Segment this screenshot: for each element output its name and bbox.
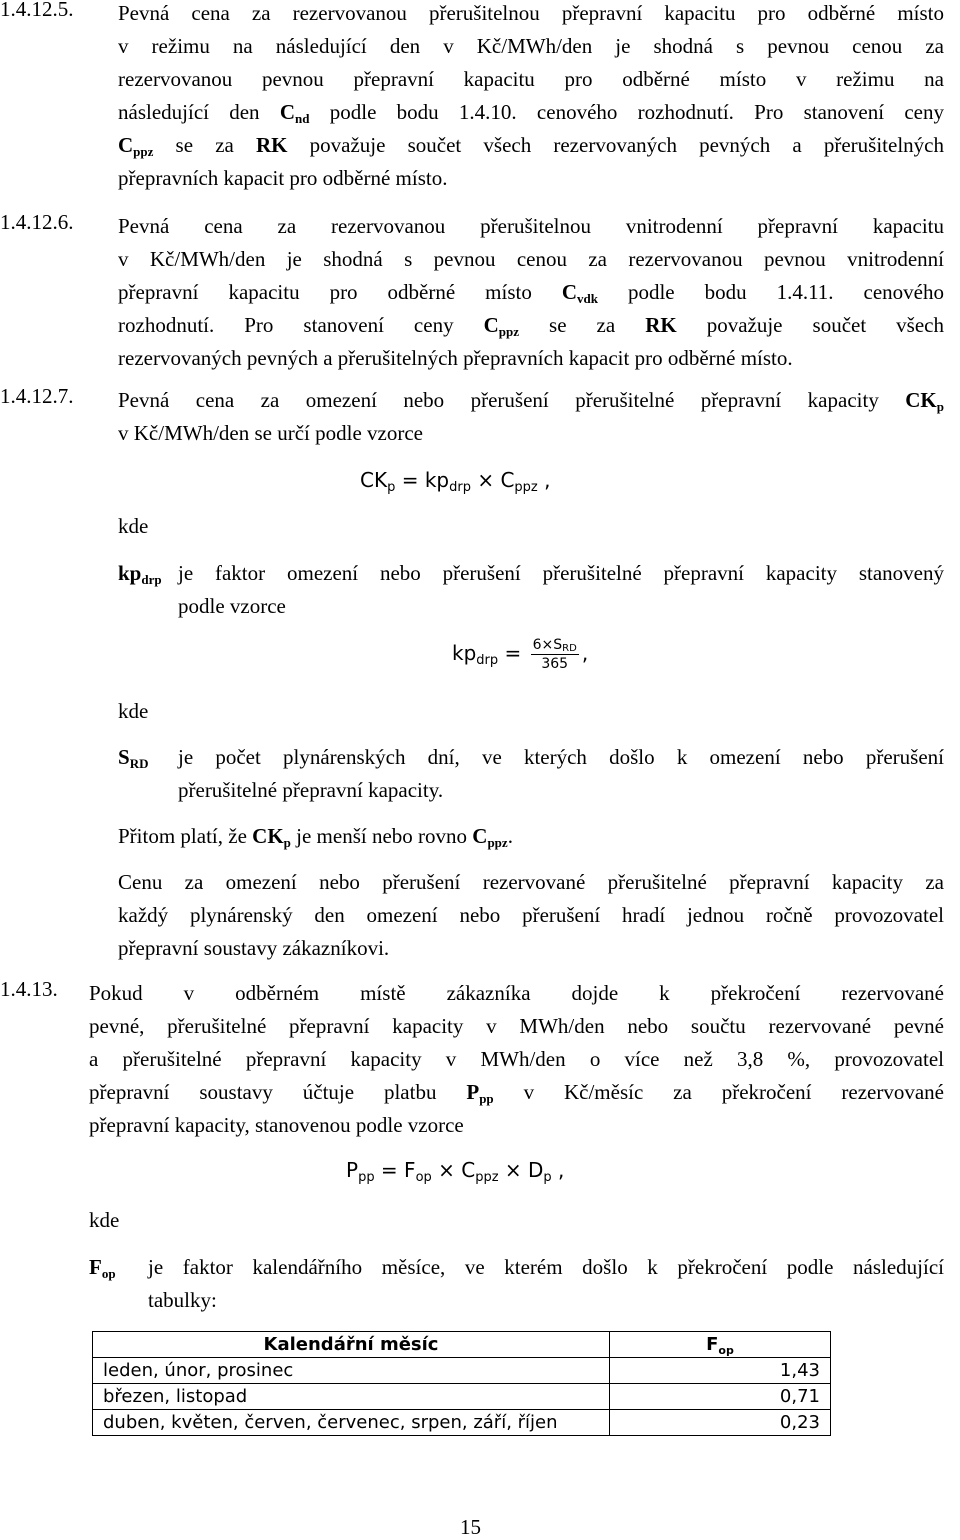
text-line: v režimu na následující den v Kč/MWh/den je shodná s pevnou cenou za [118,34,944,58]
text-line: pevné, přerušitelné přepravní kapacity v MWh/den nebo součtu rezervované pevné [89,1014,944,1038]
month-cell: leden, únor, prosinec [93,1358,610,1384]
fraction: $\frac{6\times S_{RD}}{365}$ [532,637,577,672]
factor-cell: 0,23 [610,1410,831,1436]
section-text [118,0,944,195]
header-month: Kalendářní měsíc [93,1332,610,1358]
section-number: 1.4.12.7. [0,384,74,408]
section-number: 1.4.13. [0,977,58,1001]
formula-ckp: $CK_p = kp_{drp} \times C_{ppz}$ , [360,468,551,495]
section-text [118,384,944,450]
text-line: v Kč/MWh/den je shodná s pevnou cenou za rezervovanou pevnou vnitrodenní [118,247,944,271]
table-row [93,1410,831,1436]
text-line: každý plynárenský den omezení nebo přerušení hradí jednou ročně provozovatel [118,903,944,927]
section-number: 1.4.12.5. [0,0,74,21]
text-line: Cenu za omezení nebo přerušení rezervované přerušitelné přepravní kapacity za [118,870,944,894]
text-line: rezervovanou pevnou přepravní kapacitu pro odběrné místo v režimu na [118,67,944,91]
kde-label: kde [118,514,149,538]
table-row [93,1358,831,1384]
section-number: 1.4.12.6. [0,210,74,234]
definition-text [178,741,944,807]
text-line: přepravních kapacit pro odběrné místo. [118,166,448,190]
text-line: Pevná cena za rezervovanou přerušitelnou přepravní kapacitu pro odběrné místo [118,1,944,25]
text-line: je faktor omezení nebo přerušení přerušitelné přepravní kapacity stanovený [178,561,944,585]
header-fop: $F_{op}$ [610,1332,831,1358]
text-line: podle vzorce [178,594,286,618]
text-line: tabulky: [148,1288,217,1312]
text-line: přepravní soustavy účtuje platbu $P_{pp}$ v Kč/měsíc za překročení rezervované [89,1080,944,1106]
table-row [93,1384,831,1410]
page-number: 15 [460,1515,481,1539]
kde-label: kde [89,1208,120,1232]
factor-cell: 0,71 [610,1384,831,1410]
text-line: následující den $C_{nd}$ podle bodu 1.4.10. cenového rozhodnutí. Pro stanovení ceny [118,100,944,126]
text-line: je faktor kalendářního měsíce, ve kterém došlo k překročení podle následující [148,1255,944,1279]
text-line: Pevná cena za omezení nebo přerušení přerušitelné přepravní kapacity $CK_p$ [118,388,944,414]
text-line: rozhodnutí. Pro stanovení ceny $C_{ppz}$ se za RK považuje součet všech [118,313,944,339]
kde-label: kde [118,699,149,723]
text-line: přepravní soustavy zákazníkovi. [118,936,390,960]
text-line: v Kč/MWh/den se určí podle vzorce [118,421,423,445]
text-line: rezervovaných pevných a přerušitelných přepravních kapacit pro odběrné místo. [118,346,793,370]
text-line: $C_{ppz}$ se za RK považuje součet všech rezervovaných pevných a přerušitelných [118,133,944,159]
month-cell: duben, květen, červen, červenec, srpen, září, říjen [93,1410,610,1436]
condition-note: Přitom platí, že $CK_p$ je menší nebo rovno $C_{ppz}$. [118,824,513,850]
text-line: přepravní kapacitu pro odběrné místo $C_{vdk}$ podle bodu 1.4.11. cenového [118,280,944,306]
text-line: přerušitelné přepravní kapacity. [178,778,444,802]
formula-kpdrp: $kp_{drp}$ = $\frac{6\times S_{RD}}{365}$ , [452,637,589,672]
text-line: je počet plynárenských dní, ve kterých došlo k omezení nebo přerušení [178,745,944,769]
definition-symbol: $kp_{drp}$ [118,561,162,587]
section-text [89,977,944,1142]
text-line: a přerušitelné přepravní kapacity v MWh/den o více než 3,8 %, provozovatel [89,1047,944,1071]
text-line: přepravní kapacity, stanovenou podle vzorce [89,1113,464,1137]
formula-ppp: $P_{pp} = F_{op} \times C_{ppz} \times D_p$ , [346,1158,565,1185]
payment-paragraph [118,866,944,965]
factor-cell: 1,43 [610,1358,831,1384]
text-line: Pevná cena za rezervovanou přerušitelnou vnitrodenní přepravní kapacitu [118,214,944,238]
definition-symbol: $F_{op}$ [89,1255,116,1281]
definition-text [178,557,944,623]
definition-text [148,1251,944,1317]
section-text [118,210,944,375]
table-header-row [93,1332,831,1358]
text-line: Pokud v odběrném místě zákazníka dojde k překročení rezervované [89,981,944,1005]
month-cell: březen, listopad [93,1384,610,1410]
definition-symbol: $S_{RD}$ [118,745,149,771]
month-factor-table [92,1331,831,1436]
